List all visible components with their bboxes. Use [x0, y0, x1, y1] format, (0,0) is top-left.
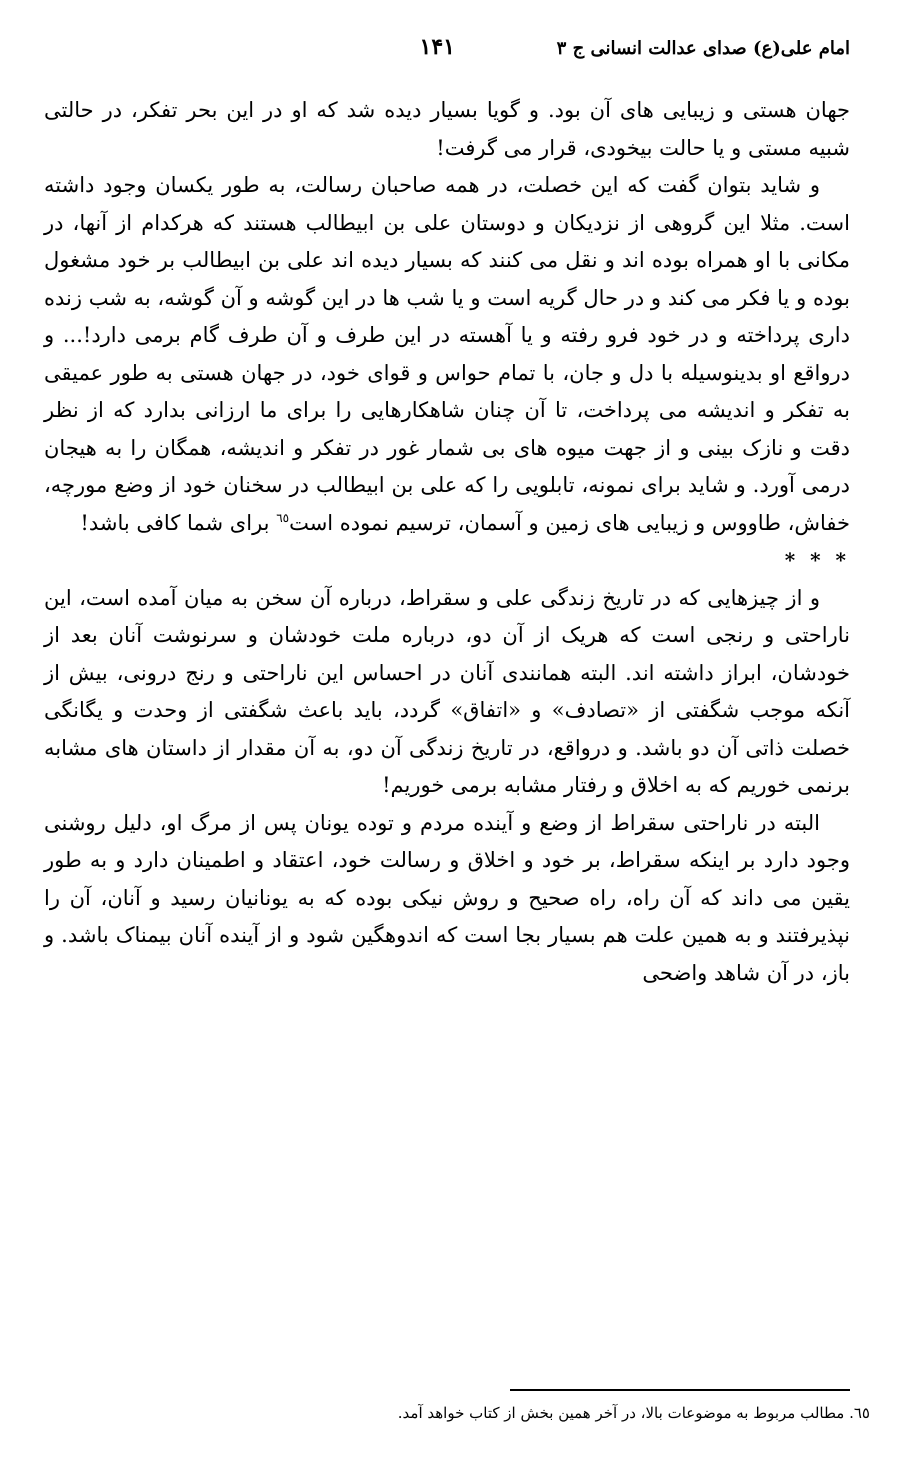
paragraph-4: البته در ناراحتی سقراط از وضع و آینده مردم و توده یونان پس از مرگ او، دلیل روشنی وجود دارد بر اینکه سقراط، بر خود و اخلاق و رسالت خود، اعتقاد و اطمینان دارد و به طور یقین می داند که آن راه، راه صحیح و روش نیکی بوده که به یونانیان رسید و آنان، آن را نپذیرفتند و به همین علت هم بسیار بجا است که اندوهگین شود و از آینده آنان بیمناک باشد. و باز، در آن شاهد واضحی — [44, 810, 850, 985]
paragraph-2 — [44, 167, 850, 542]
paragraph-2-text: و شاید بتوان گفت که این خصلت، در همه صاحبان رسالت، به طور یکسان وجود داشته است. مثلا این گروهی از نزدیکان و دوستان علی بن ابیطالب هستند که هرکدام از آنها، در مکانی با او همراه بوده اند و نقل می کنند که بسیار دیده اند علی بن ابیطالب بر خود مشغول بوده و یا فکر می کند و در حال گریه است و یا شب ها در این گوشه و آن گوشه، به شب زنده داری پرداخته و در خود فرو رفته و یا آهسته در این طرف و آن طرف گام برمی دارد!... و درواقع او بدینوسیله با دل و جان، با تمام حواس و قوای خود، در جهان هستی به طور عمیقی به تفکر و اندیشه می پرداخت، تا آن چنان شاهکارهایی را برای ما ارزانی بدارد که از نظر دقت و نازک بینی و از جهت میوه های بی شمار غور در تفکر و اندیشه، همگان را به هیجان درمی آورد. و شاید برای نمونه، تابلویی را که علی بن ابیطالب در سخنان خود از وضع مورچه، خفاش، طاووس و زیبایی های زمین و آسمان، ترسیم نموده است — [44, 173, 850, 535]
footnote — [300, 1402, 870, 1424]
section-separator: * * * — [784, 548, 850, 572]
footnote-divider — [510, 1389, 850, 1391]
paragraph-1: جهان هستی و زیبایی های آن بود. و گویا بسیار دیده شد که او در این بحر تفکر، در حالتی شبیه مستی و یا حالت بیخودی، قرار می گرفت! — [44, 98, 850, 160]
paragraph-2-text-end: برای شما کافی باشد! — [80, 510, 277, 535]
page-number: ۱۴۱ — [419, 34, 455, 60]
footnote-number: ٦٥. — [849, 1404, 870, 1422]
body-text — [44, 92, 850, 992]
running-title: امام علی(ع) صدای عدالت انسانی ج ۳ — [556, 38, 850, 59]
footnote-reference[interactable]: ٦٥ — [276, 510, 290, 525]
page-header — [50, 34, 850, 74]
footnote-text: مطالب مربوط به موضوعات بالا، در آخر همین بخش از کتاب خواهد آمد. — [397, 1404, 850, 1422]
paragraph-3: و از چیزهایی که در تاریخ زندگی علی و سقراط، درباره آن سخن به میان آمده است، این ناراحتی و رنجی است که هریک از آن دو، درباره ملت خودشان و سرنوشت آنان بعد از خودشان، ابراز داشته اند. البته همانندی آنان در احساس این ناراحتی و رنج درونی، بیش از آنکه موجب شگفتی از «تصادف» و «اتفاق» گردد، باید باعث شگفتی از وحدت و یگانگی خصلت ذاتی آن دو باشد. و درواقع، در تاریخ زندگی آن دو، به آن مقدار از داستان های مشابه برنمی خوریم که به اخلاق و رفتار مشابه برمی خوریم! — [44, 585, 850, 797]
